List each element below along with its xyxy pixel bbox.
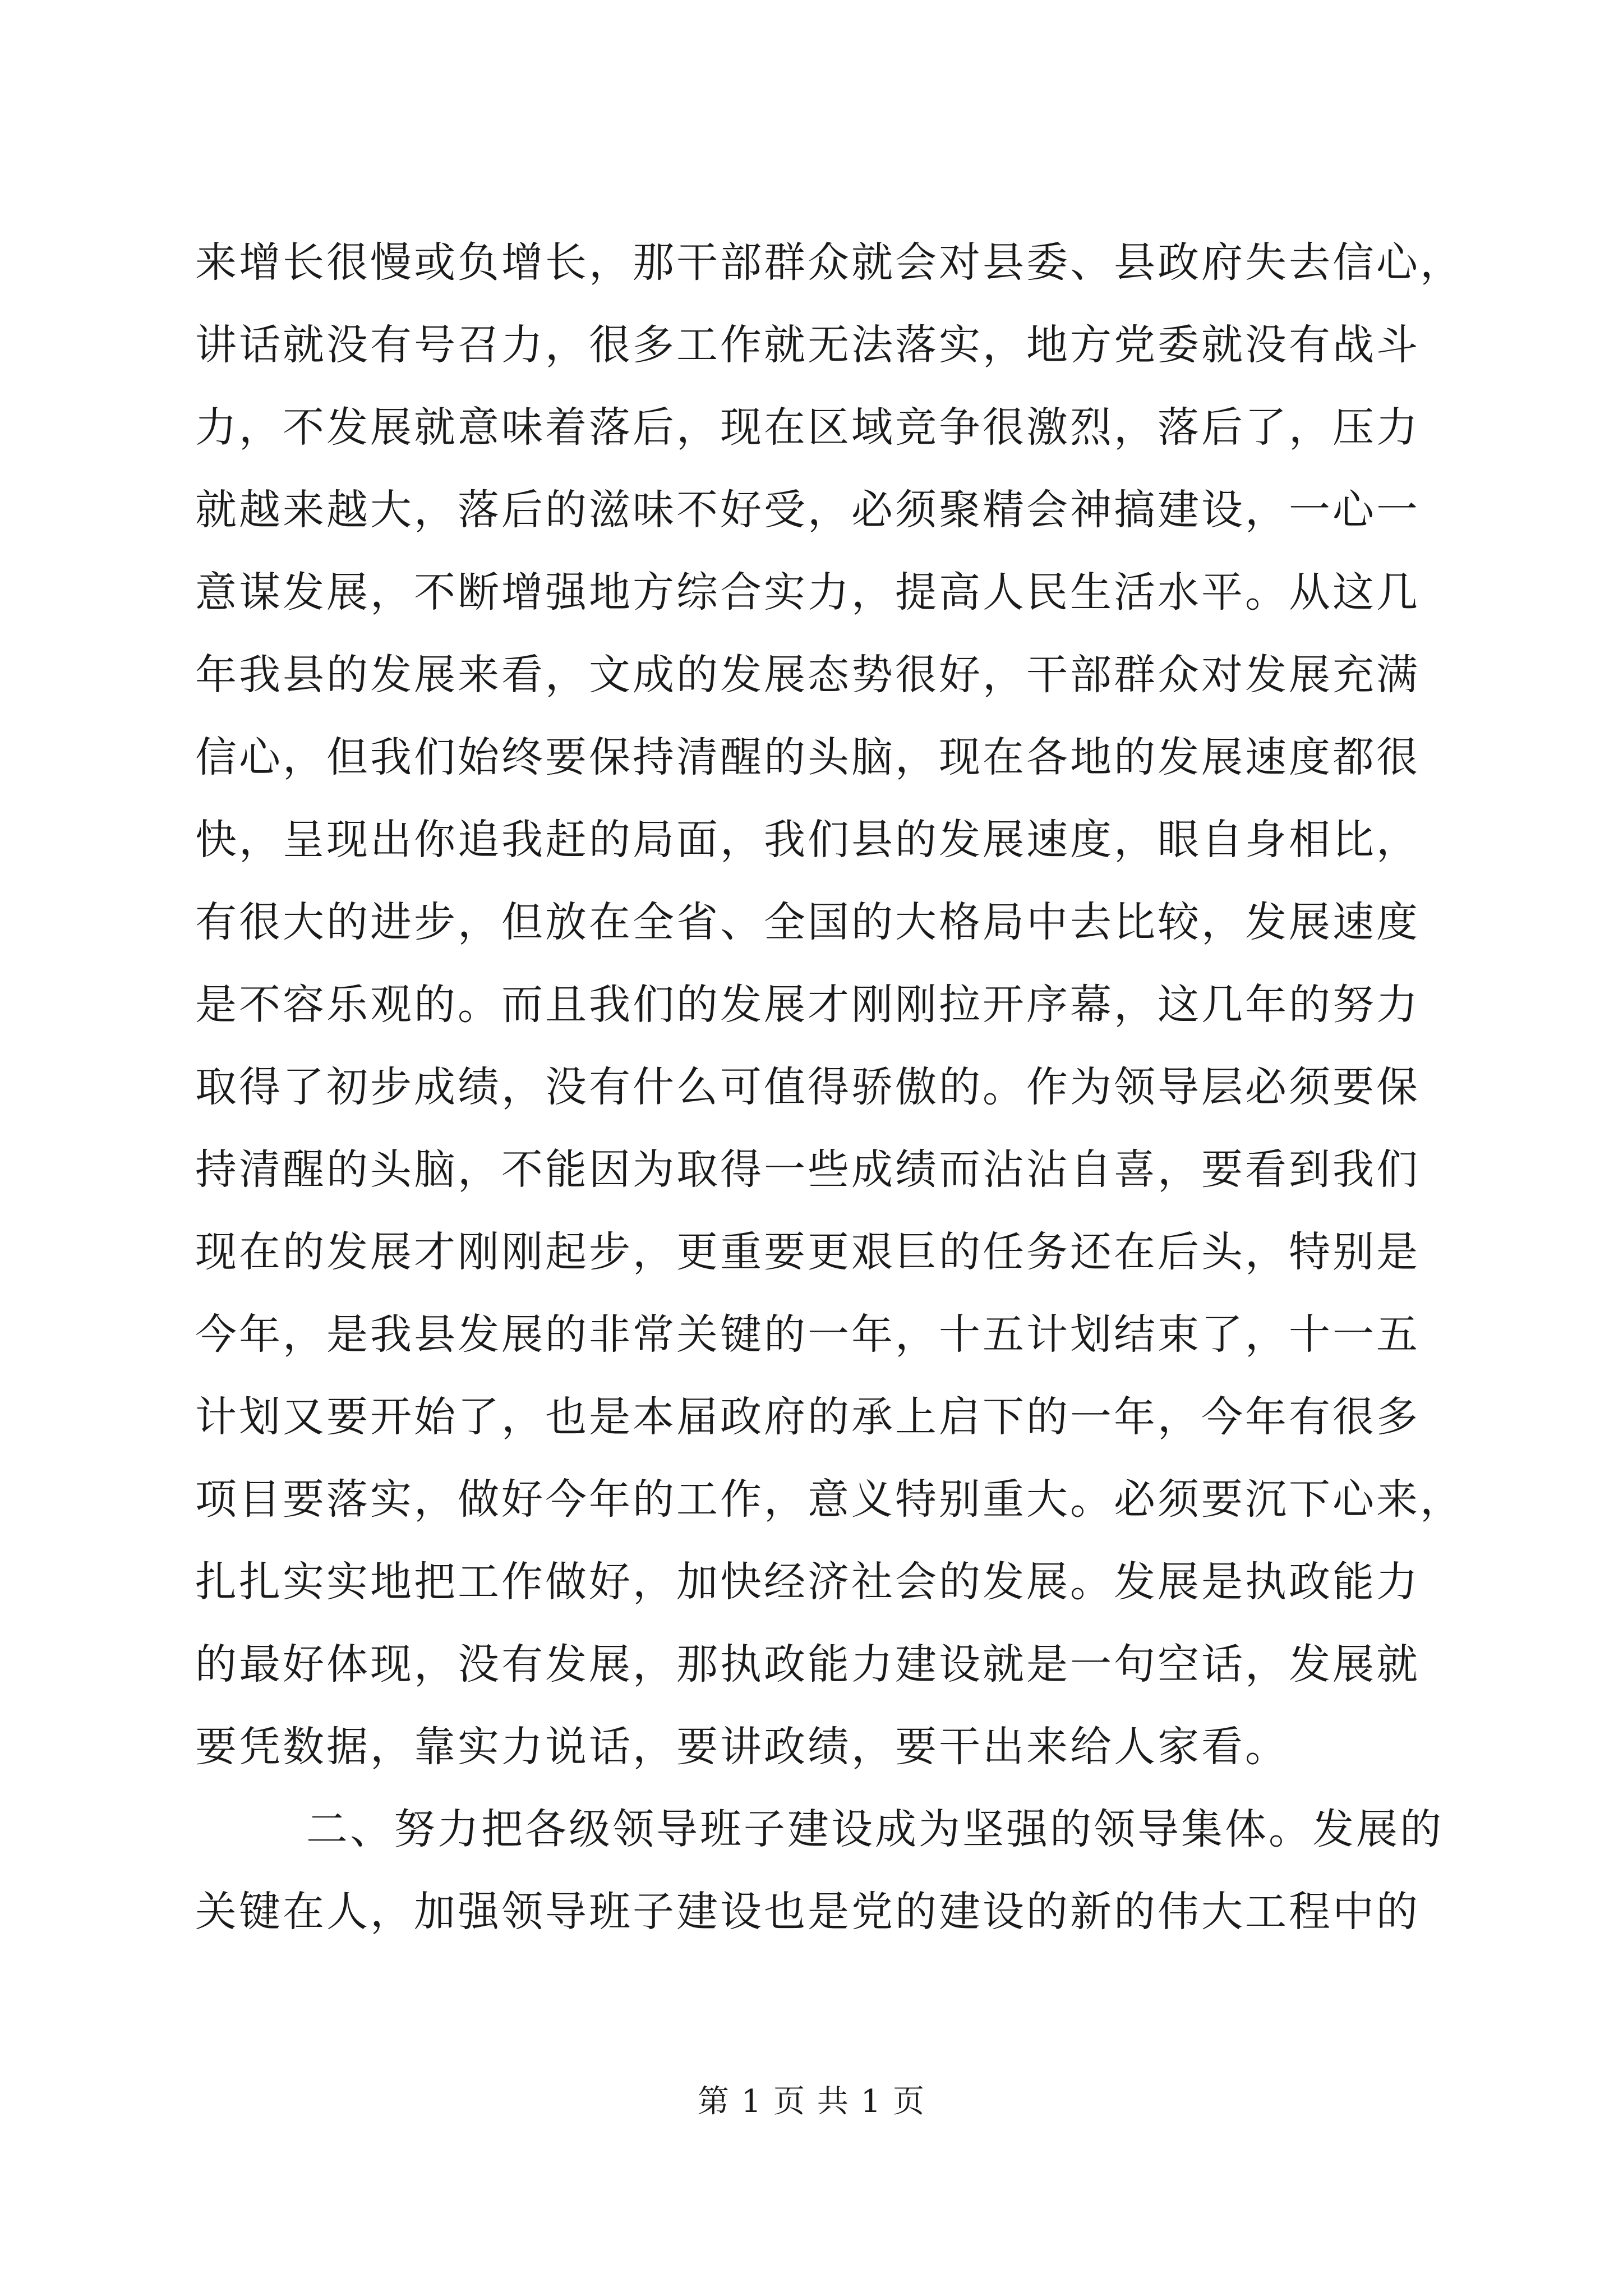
text-line: 现在的发展才刚刚起步，更重要更艰巨的任务还在后头，特别是 [195, 1228, 1420, 1276]
text-line: 关键在人，加强领导班子建设也是党的建设的新的伟大工程中的 [195, 1888, 1420, 1936]
text-line: 讲话就没有号召力，很多工作就无法落实，地方党委就没有战斗 [195, 321, 1420, 369]
text-line: 持清醒的头脑，不能因为取得一些成绩而沾沾自喜，要看到我们 [195, 1145, 1420, 1194]
text-line: 取得了初步成绩，没有什么可值得骄傲的。作为领导层必须要保 [195, 1063, 1420, 1111]
text-line: 有很大的进步，但放在全省、全国的大格局中去比较，发展速度 [195, 898, 1420, 946]
text-line: 要凭数据，靠实力说话，要讲政绩，要干出来给人家看。 [195, 1723, 1289, 1771]
text-line-paragraph-start: 二、努力把各级领导班子建设成为坚强的领导集体。发展的 [306, 1805, 1444, 1853]
page-footer: 第 1 页 共 1 页 [697, 2083, 926, 2120]
text-line: 就越来越大，落后的滋味不好受，必须聚精会神搞建设，一心一 [195, 486, 1420, 534]
text-line: 计划又要开始了，也是本届政府的承上启下的一年，今年有很多 [195, 1393, 1420, 1441]
text-line: 力，不发展就意味着落后，现在区域竞争很激烈，落后了，压力 [195, 403, 1420, 452]
text-line: 来增长很慢或负增长，那干部群众就会对县委、县政府失去信心， [195, 238, 1464, 287]
text-line: 项目要落实，做好今年的工作，意义特别重大。必须要沉下心来， [195, 1475, 1464, 1524]
text-line: 年我县的发展来看，文成的发展态势很好，干部群众对发展充满 [195, 651, 1420, 699]
text-line: 今年，是我县发展的非常关键的一年，十五计划结束了，十一五 [195, 1310, 1420, 1359]
text-line: 的最好体现，没有发展，那执政能力建设就是一句空话，发展就 [195, 1640, 1420, 1688]
text-line: 快，呈现出你追我赶的局面，我们县的发展速度，眼自身相比， [195, 816, 1420, 864]
text-line: 是不容乐观的。而且我们的发展才刚刚拉开序幕，这几年的努力 [195, 981, 1420, 1029]
text-line: 信心，但我们始终要保持清醒的头脑，现在各地的发展速度都很 [195, 733, 1420, 781]
body-text [195, 222, 1464, 1953]
text-line: 扎扎实实地把工作做好，加快经济社会的发展。发展是执政能力 [195, 1558, 1420, 1606]
text-line: 意谋发展，不断增强地方综合实力，提高人民生活水平。从这几 [195, 568, 1420, 616]
